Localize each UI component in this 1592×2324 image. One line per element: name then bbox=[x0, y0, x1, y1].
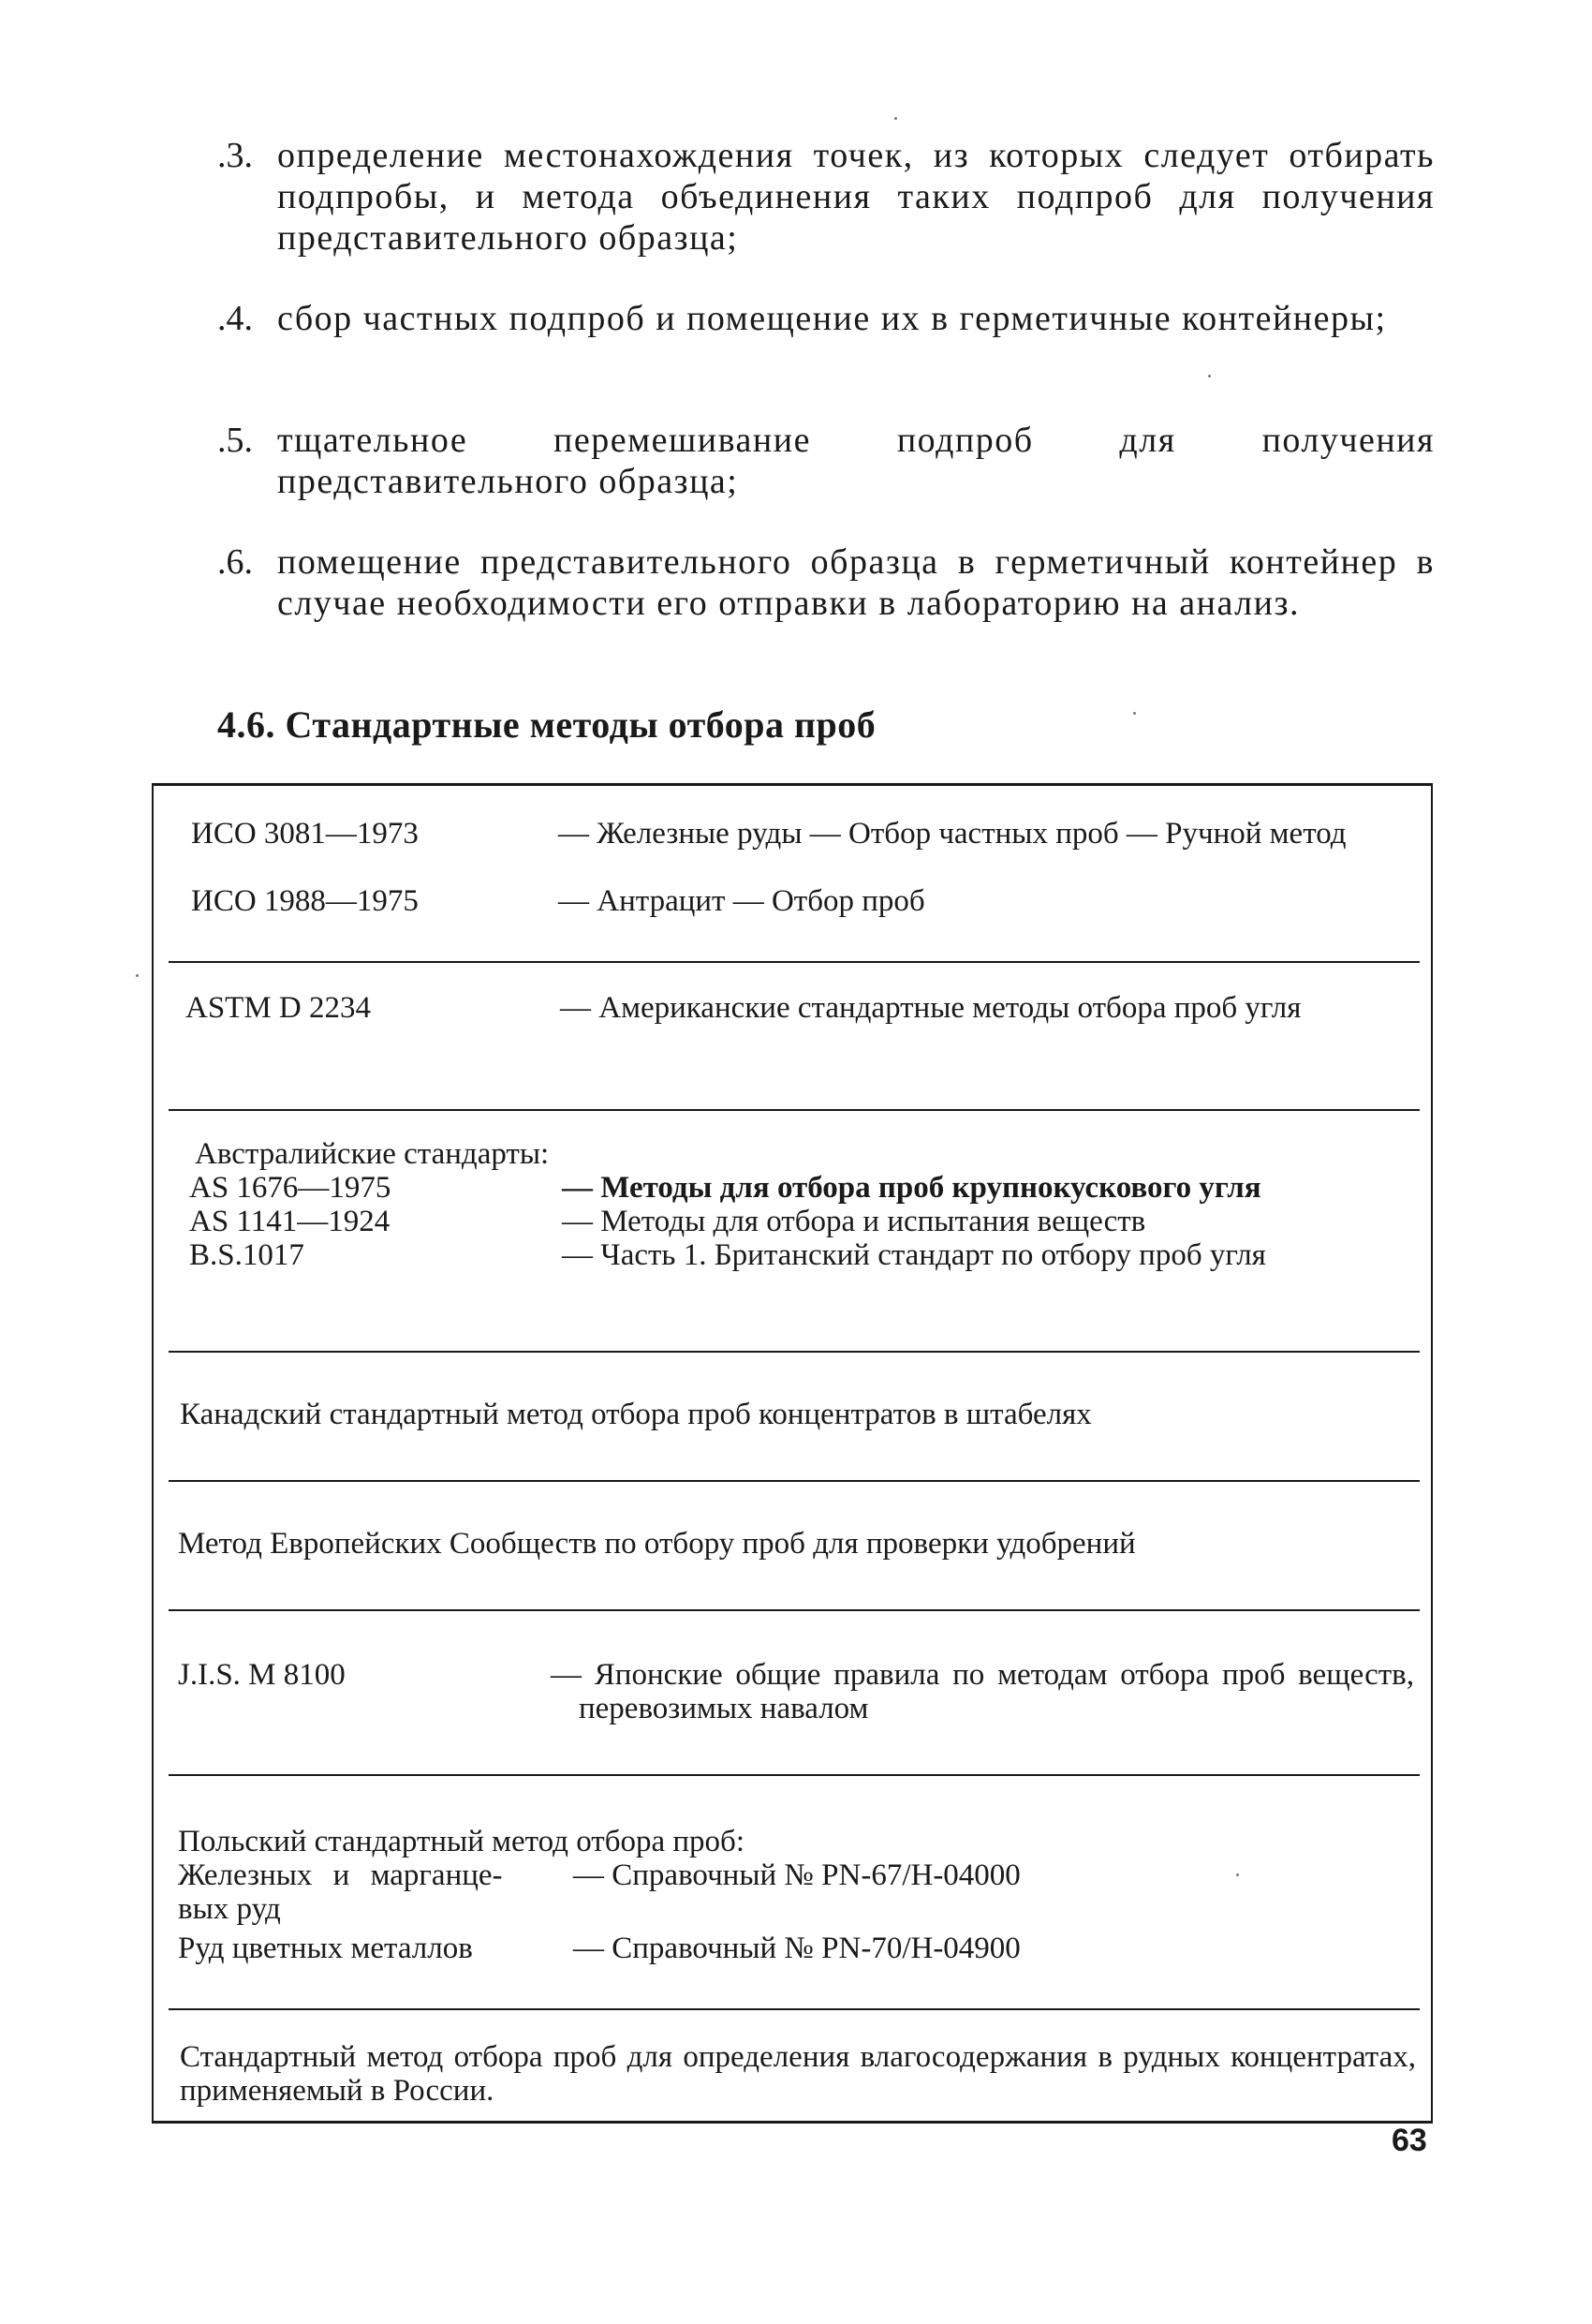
iso-desc: — Антрацит — Отбор проб bbox=[558, 884, 925, 918]
scan-speck bbox=[894, 117, 897, 120]
canadian-text: Канадский стандартный метод отбора проб концентратов в штабелях bbox=[180, 1398, 1092, 1431]
section-heading: 4.6. Стандартные методы отбора проб bbox=[217, 703, 877, 746]
japanese-section bbox=[152, 1609, 1433, 1774]
list-item-3 bbox=[217, 135, 1435, 259]
list-item-text: тщательное перемешивание подпроб для получения представительного образца; bbox=[277, 421, 1435, 501]
australian-desc: — Часть 1. Британский стандарт по отбору проб угля bbox=[562, 1238, 1266, 1272]
polish-row1-label: Железных и марганце- bbox=[178, 1858, 503, 1892]
scan-speck bbox=[1133, 712, 1136, 715]
list-item-text: помещение представительного образца в герметичный контейнер в случае необходимости его отправки в лабораторию на анализ. bbox=[277, 542, 1435, 623]
scan-speck bbox=[136, 974, 139, 977]
list-item-number: .4. bbox=[217, 299, 253, 338]
australian-code: B.S.1017 bbox=[189, 1238, 304, 1272]
australian-code: AS 1141—1924 bbox=[189, 1205, 391, 1238]
australian-desc: — Методы для отбора и испытания веществ bbox=[562, 1205, 1146, 1238]
list-item-number: .6. bbox=[217, 542, 253, 582]
australian-desc: — Методы для отбора проб крупнокускового угля bbox=[562, 1171, 1261, 1205]
iso-code: ИСО 3081—1973 bbox=[191, 817, 419, 851]
european-text: Метод Европейских Сообществ по отбору проб для проверки удобрений bbox=[178, 1527, 1136, 1561]
polish-row1-label-cont: вых руд bbox=[178, 1892, 281, 1926]
astm-section bbox=[152, 961, 1433, 1109]
european-section bbox=[152, 1480, 1433, 1609]
russian-section bbox=[152, 2008, 1433, 2121]
astm-code: ASTM D 2234 bbox=[185, 991, 372, 1025]
standards-table bbox=[152, 783, 1433, 2123]
australian-header: Австралийские стандарты: bbox=[195, 1137, 550, 1171]
iso-code: ИСО 1988—1975 bbox=[191, 884, 419, 918]
list-item-6 bbox=[217, 541, 1435, 624]
scan-speck bbox=[1208, 375, 1211, 377]
page-number: 63 bbox=[1392, 2123, 1427, 2158]
list-item-4 bbox=[217, 298, 1435, 339]
iso-desc: — Железные руды — Отбор частных проб — Ручной метод bbox=[558, 817, 1347, 851]
list-item-text: определение местонахождения точек, из которых следует отбирать подпробы, и метода объединения таких подпроб для получения представительного образца; bbox=[277, 136, 1435, 258]
australian-code: AS 1676—1975 bbox=[189, 1171, 391, 1205]
canadian-section bbox=[152, 1351, 1433, 1480]
scan-speck bbox=[1236, 1873, 1239, 1876]
list-item-number: .5. bbox=[217, 421, 253, 460]
russian-text: Стандартный метод отбора проб для определения влагосодержания в рудных концентратах, применяемый в России. bbox=[180, 2040, 1416, 2108]
polish-section bbox=[152, 1774, 1433, 2008]
list-item-text: сбор частных подпроб и помещение их в герметичные контейнеры; bbox=[277, 299, 1387, 338]
iso-section bbox=[152, 783, 1433, 961]
list-item-5 bbox=[217, 420, 1435, 502]
australian-section bbox=[152, 1109, 1433, 1351]
astm-desc: — Американские стандартные методы отбора проб угля bbox=[560, 991, 1302, 1025]
japanese-code: J.I.S. M 8100 bbox=[178, 1658, 346, 1692]
polish-header: Польский стандартный метод отбора проб: bbox=[178, 1825, 745, 1858]
table-bottom-border bbox=[152, 2121, 1433, 2124]
polish-row2-label: Руд цветных металлов bbox=[178, 1932, 473, 1965]
list-item-number: .3. bbox=[217, 136, 253, 175]
japanese-desc: — Японские общие правила по методам отбора проб веществ, перевозимых навалом bbox=[551, 1658, 1414, 1725]
polish-row2-ref: — Справочный № PN-70/H-04900 bbox=[573, 1932, 1021, 1965]
polish-row1-ref: — Справочный № PN-67/H-04000 bbox=[573, 1858, 1021, 1892]
